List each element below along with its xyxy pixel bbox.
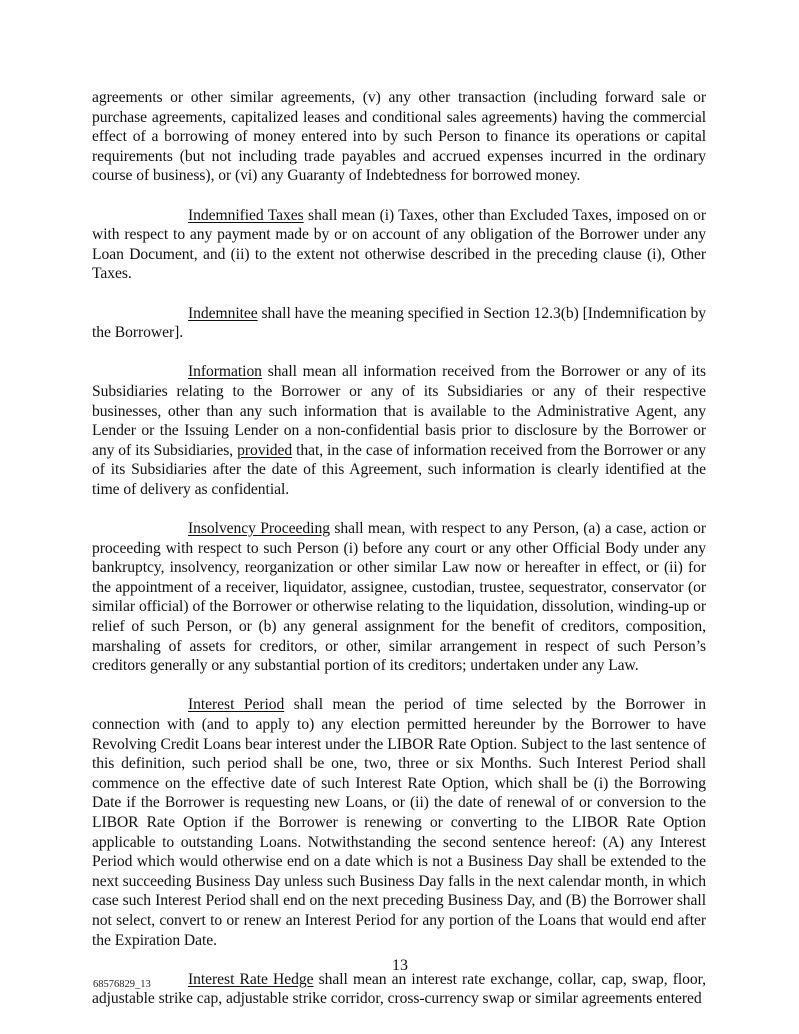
paragraph-text: agreements or other similar agreements, (v) any other transaction (including forward sale or purchase agreements, capitalized leases and conditional sales agreements) having the commercial effect of a borrowing of money entered into by such Person to finance its operations or capital requirements (but not including trade payables and accrued expenses incurred in the ordinary course of business), or (vi) any Guaranty of Indebtedness for borrowed money. bbox=[92, 89, 706, 185]
definition-insolvency-proceeding bbox=[92, 519, 706, 676]
definition-text: shall mean (i) Taxes, other than Excluded Taxes, imposed on or with respect to any payment made by or on account of any obligation of the Borrower under any Loan Document, and (ii) to the extent not otherwise described in the preceding clause (i), Other Taxes. bbox=[92, 206, 706, 283]
document-page bbox=[92, 88, 706, 1029]
page-number: 13 bbox=[392, 957, 408, 974]
definition-information bbox=[92, 362, 706, 499]
definition-text: shall mean all information received from the Borrower or any of its Subsidiaries relating to the Borrower or any of its Subsidiaries or any of their respective businesses, other than any such information that is available to the Administrative Agent, any Lender or the Issuing Lender on a non-confidential basis prior to disclosure by the Borrower or any of its Subsidiaries, bbox=[92, 363, 706, 459]
defined-term: Interest Rate Hedge bbox=[188, 970, 314, 988]
defined-term: Indemnified Taxes bbox=[188, 206, 304, 224]
defined-term: Interest Period bbox=[188, 696, 285, 714]
document-id: 68576829_13 bbox=[93, 979, 151, 990]
definition-indemnified-taxes bbox=[92, 206, 706, 284]
paragraph-continuation bbox=[92, 88, 706, 186]
definition-text: shall have the meaning specified in Section 12.3(b) [Indemnification by the Borrower]. bbox=[92, 304, 706, 342]
definition-interest-period bbox=[92, 695, 706, 950]
definition-text-continued: that, in the case of information received from the Borrower or any of its Subsidiaries after the date of this Agreement, such information is clearly identified at the time of delivery as confidential. bbox=[92, 441, 707, 498]
definition-text: shall mean, with respect to any Person, (a) a case, action or proceeding with respect to such Person (i) before any court or any other Official Body under any bankruptcy, insolvency, reorganization or other similar Law now or hereafter in effect, or (ii) for the appointment of a receiver, liquidator, assignee, custodian, trustee, sequestrator, conservator (or similar official) of the Borrower or otherwise relating to the liquidation, dissolution, winding-up or relief of such Person, or (b) any general assignment for the benefit of creditors, composition, marshaling of assets for creditors, or other, similar arrangement in respect of such Person’s creditors generally or any substantial portion of its creditors; undertaken under any Law. bbox=[92, 520, 706, 675]
definition-indemnitee bbox=[92, 304, 706, 343]
defined-term: Indemnitee bbox=[188, 304, 258, 322]
defined-term: Information bbox=[188, 363, 262, 381]
definition-text: shall mean the period of time selected by the Borrower in connection with (and to apply to) any election permitted hereunder by the Borrower to have Revolving Credit Loans bear interest under the LIBOR Rate Option. Subject to the last sentence of this definition, such period shall be one, two, three or six Months. Such Interest Period shall commence on the effective date of such Interest Rate Option, which shall be (i) the Borrowing Date if the Borrower is requesting new Loans, or (ii) the date of renewal of or conversion to the LIBOR Rate Option if the Borrower is renewing or converting to the LIBOR Rate Option applicable to outstanding Loans. Notwithstanding the second sentence hereof: (A) any Interest Period which would otherwise end on a date which is not a Business Day shall be extended to the next succeeding Business Day unless such Business Day falls in the next calendar month, in which case such Interest Period shall end on the next preceding Business Day, and (B) the Borrower shall not select, convert to or renew an Interest Period for any portion of the Loans that would end after the Expiration Date. bbox=[92, 696, 706, 949]
inline-term-provided: provided bbox=[237, 441, 293, 459]
defined-term: Insolvency Proceeding bbox=[188, 520, 330, 538]
definition-text: shall mean an interest rate exchange, collar, cap, swap, floor, adjustable strike cap, adjustable strike corridor, cross-currency swap or similar agreements entered bbox=[92, 970, 706, 1008]
